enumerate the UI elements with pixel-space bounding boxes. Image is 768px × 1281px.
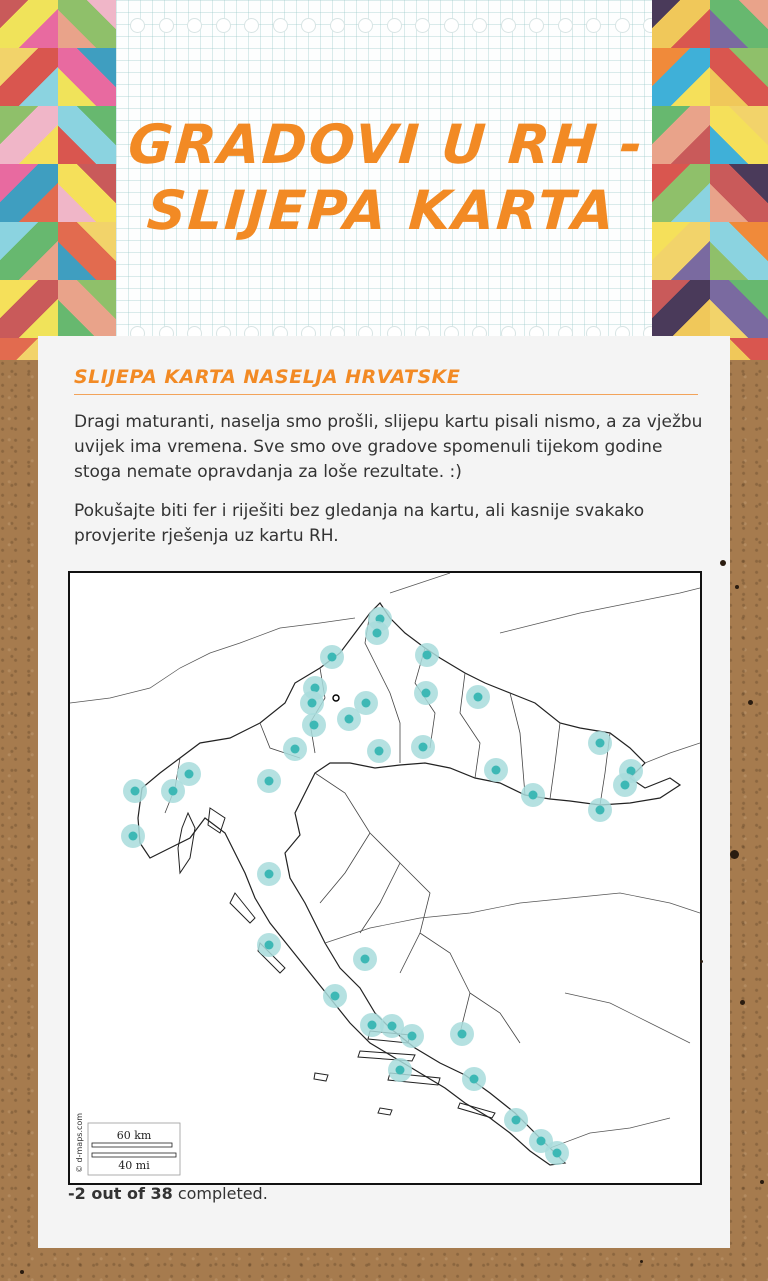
island-krk — [208, 808, 225, 833]
map-scale — [88, 1123, 180, 1175]
city-marker-33[interactable] — [450, 1022, 474, 1046]
city-marker-28[interactable] — [353, 947, 377, 971]
stripe-tile — [58, 0, 116, 48]
city-marker-10[interactable] — [337, 707, 361, 731]
city-marker-14[interactable] — [411, 735, 435, 759]
city-marker-25[interactable] — [121, 824, 145, 848]
stripe-tile — [58, 222, 116, 280]
paper-hole — [444, 18, 459, 33]
stripe-tile — [652, 106, 710, 164]
city-marker-20[interactable] — [588, 798, 612, 822]
city-marker-36[interactable] — [504, 1108, 528, 1132]
city-marker-34[interactable] — [388, 1058, 412, 1082]
city-marker-38[interactable] — [545, 1141, 569, 1165]
paper-hole — [472, 18, 487, 33]
cork-speck — [640, 1260, 643, 1263]
cork-speck — [760, 1180, 764, 1184]
paper-hole — [615, 18, 630, 33]
paper-hole — [244, 18, 259, 33]
stripe-tile — [710, 280, 768, 338]
content-card — [38, 336, 730, 1248]
grid-paper — [116, 0, 652, 360]
stripe-tile — [710, 0, 768, 48]
stripe-tile — [58, 48, 116, 106]
paper-hole — [529, 18, 544, 33]
croatia-outline — [138, 603, 680, 1165]
city-marker-11[interactable] — [302, 713, 326, 737]
progress-suffix: completed. — [172, 1184, 268, 1203]
paper-hole — [558, 18, 573, 33]
intro-paragraph: Dragi maturanti, naselja smo prošli, slijepu kartu pisali nismo, a za vježbu uvijek ima vremena. Sve smo ove gradove spomenuli tijekom godine stoga nemate opravdanja za loše rezultate. :) — [74, 412, 703, 482]
city-markers — [121, 607, 643, 1165]
neighbour-borders — [70, 573, 700, 1148]
city-marker-7[interactable] — [414, 681, 438, 705]
stripe-tile — [652, 0, 710, 48]
cork-speck — [730, 850, 739, 859]
cork-speck — [720, 560, 726, 566]
stripe-tile — [652, 48, 710, 106]
city-marker-4[interactable] — [415, 643, 439, 667]
city-marker-29[interactable] — [323, 984, 347, 1008]
progress-status — [68, 1184, 268, 1203]
capital-marker — [333, 695, 339, 701]
paper-hole — [273, 18, 288, 33]
paper-hole — [358, 18, 373, 33]
stripe-tile — [0, 222, 58, 280]
city-marker-21[interactable] — [257, 769, 281, 793]
island-lastovo — [378, 1108, 392, 1115]
cork-speck — [735, 585, 739, 589]
section-title: SLIJEPA KARTA NASELJA HRVATSKE — [74, 366, 698, 395]
city-marker-27[interactable] — [257, 933, 281, 957]
city-marker-18[interactable] — [484, 758, 508, 782]
page-title — [111, 112, 656, 244]
paper-hole — [586, 18, 601, 33]
paper-hole — [159, 18, 174, 33]
stripe-tile — [710, 48, 768, 106]
stripe-tile — [0, 106, 58, 164]
city-marker-13[interactable] — [367, 739, 391, 763]
cork-speck — [740, 1000, 745, 1005]
stripe-tile — [710, 222, 768, 280]
island-hvar — [358, 1051, 415, 1061]
scale-mi-label: 40 mi — [118, 1159, 150, 1172]
paper-hole — [216, 18, 231, 33]
county-borders — [165, 613, 610, 1043]
city-marker-8[interactable] — [466, 685, 490, 709]
city-marker-3[interactable] — [320, 645, 344, 669]
cork-speck — [700, 960, 703, 963]
city-marker-12[interactable] — [283, 737, 307, 761]
stripe-tile — [710, 106, 768, 164]
paper-hole — [387, 18, 402, 33]
stripes-right-decoration — [652, 0, 768, 360]
page-title-line2: SLIJEPA KARTA — [145, 179, 619, 242]
paper-hole — [330, 18, 345, 33]
stripe-tile — [652, 164, 710, 222]
paper-hole — [130, 18, 145, 33]
city-marker-26[interactable] — [257, 862, 281, 886]
city-marker-35[interactable] — [462, 1067, 486, 1091]
stripe-tile — [0, 48, 58, 106]
paper-hole — [415, 18, 430, 33]
stripe-tile — [0, 0, 58, 48]
city-marker-19[interactable] — [521, 783, 545, 807]
stripes-left-decoration — [0, 0, 116, 360]
cork-speck — [748, 700, 753, 705]
city-marker-32[interactable] — [400, 1024, 424, 1048]
stripe-tile — [0, 164, 58, 222]
stripe-tile — [652, 222, 710, 280]
stripe-tile — [710, 164, 768, 222]
croatia-map-svg — [70, 573, 700, 1183]
header-banner — [0, 0, 768, 360]
stripe-tile — [652, 280, 710, 338]
progress-count: -2 out of 38 — [68, 1184, 173, 1203]
stripe-tile — [58, 164, 116, 222]
island-vis — [314, 1073, 328, 1081]
paper-hole — [301, 18, 316, 33]
map-credit: © d-maps.com — [75, 1112, 84, 1173]
city-marker-24[interactable] — [123, 779, 147, 803]
city-marker-17[interactable] — [613, 773, 637, 797]
stripe-tile — [58, 106, 116, 164]
city-marker-23[interactable] — [177, 762, 201, 786]
city-marker-2[interactable] — [365, 621, 389, 645]
stripe-tile — [0, 280, 58, 338]
scale-km-label: 60 km — [116, 1129, 152, 1142]
blind-map[interactable] — [68, 571, 702, 1185]
instruction-paragraph: Pokušajte biti fer i riješiti bez gledanja na kartu, ali kasnije svakako provjerite rješenja uz kartu RH. — [74, 501, 645, 546]
city-marker-6[interactable] — [300, 691, 324, 715]
page-title-line1: GRADOVI U RH - — [126, 113, 647, 176]
paper-hole — [501, 18, 516, 33]
paper-holes-top — [116, 14, 652, 34]
stripe-tile — [58, 280, 116, 338]
city-marker-15[interactable] — [588, 731, 612, 755]
paper-hole — [187, 18, 202, 33]
cork-speck — [20, 1270, 24, 1274]
island-pag — [230, 893, 255, 923]
